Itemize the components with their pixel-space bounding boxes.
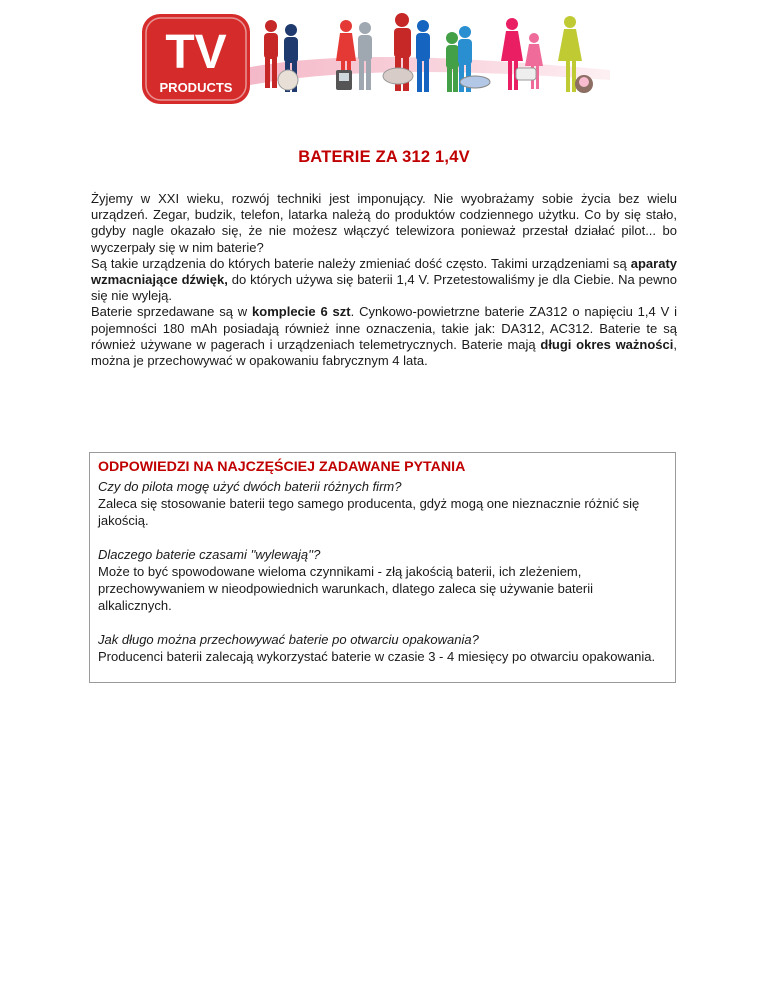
intro-bold-text: aparaty wzmacniające dźwięk, xyxy=(91,255,677,288)
faq-question: Czy do pilota mogę użyć dwóch baterii różnych firm? xyxy=(98,479,402,494)
header-banner xyxy=(140,8,620,108)
page-title: BATERIE ZA 312 1,4V xyxy=(298,148,470,166)
intro-text-run: Baterie sprzedawane są w xyxy=(91,304,253,320)
logo-products-text: PRODUCTS xyxy=(159,80,233,95)
faq-box xyxy=(89,452,676,683)
faq-title: ODPOWIEDZI NA NAJCZĘŚCIEJ ZADAWANE PYTANIA xyxy=(98,459,466,475)
logo-tv-text: TV xyxy=(165,26,227,79)
faq-question: Dlaczego baterie czasami ''wylewają''? xyxy=(98,547,321,562)
faq-answer: Może to być spowodowane wieloma czynnikami - złą jakością baterii, ich zleżeniem, przechowywaniem w nieodpowiednich warunkach, dlatego zaleca się używanie baterii alkalicznych. xyxy=(98,564,593,613)
intro-text-run: , można je przechowywać w opakowaniu fabrycznym 4 lata. xyxy=(91,336,677,369)
intro-text xyxy=(91,191,677,369)
intro-bold-text: komplecie 6 szt xyxy=(252,304,351,320)
intro-bold-text: długi okres ważności xyxy=(540,336,674,352)
faq-item xyxy=(98,546,667,614)
intro-text-run: . Cynkowo-powietrzne baterie ZA312 o napięciu 1,4 V i pojemności 180 mAh posiadają również inne oznaczenia, takie jak: DA312, AC312. Baterie te są również używane w pagerach i urządzeniach telemetrycznych. Baterie mają xyxy=(91,304,677,352)
faq-question: Jak długo można przechowywać baterie po otwarciu opakowania? xyxy=(98,632,479,647)
faq-item xyxy=(98,631,667,665)
faq-answer: Zaleca się stosowanie baterii tego samego producenta, gdyż mogą one nieznacznie różnić się jakością. xyxy=(98,496,640,528)
intro-text-run: do których używa się baterii 1,4 V. Przetestowaliśmy je dla Ciebie. Na pewno się nie wyleją. xyxy=(91,272,677,304)
faq-answer: Producenci baterii zalecają wykorzystać baterie w czasie 3 - 4 miesięcy po otwarciu opakowania. xyxy=(98,649,656,664)
intro-paragraph xyxy=(91,304,677,369)
intro-text-run: Są takie urządzenia do których baterie należy zmieniać dość często. Takimi urządzeniami są xyxy=(91,255,631,271)
tv-products-logo-graphic xyxy=(140,8,620,108)
faq-item xyxy=(98,478,667,529)
intro-paragraph xyxy=(91,256,677,305)
intro-paragraph xyxy=(91,191,677,256)
intro-text-run: Żyjemy w XXI wieku, rozwój techniki jest imponujący. Nie wyobrażamy sobie życia bez wielu urządzeń. Zegar, budzik, telefon, latarka należą do produktów codziennego użytku. Co by się stało, gdyby nagle okazało się, że nie możesz włączyć telewizora ponieważ przestał działać pilot... bo wyczerpały się w nim baterie? xyxy=(91,191,677,255)
